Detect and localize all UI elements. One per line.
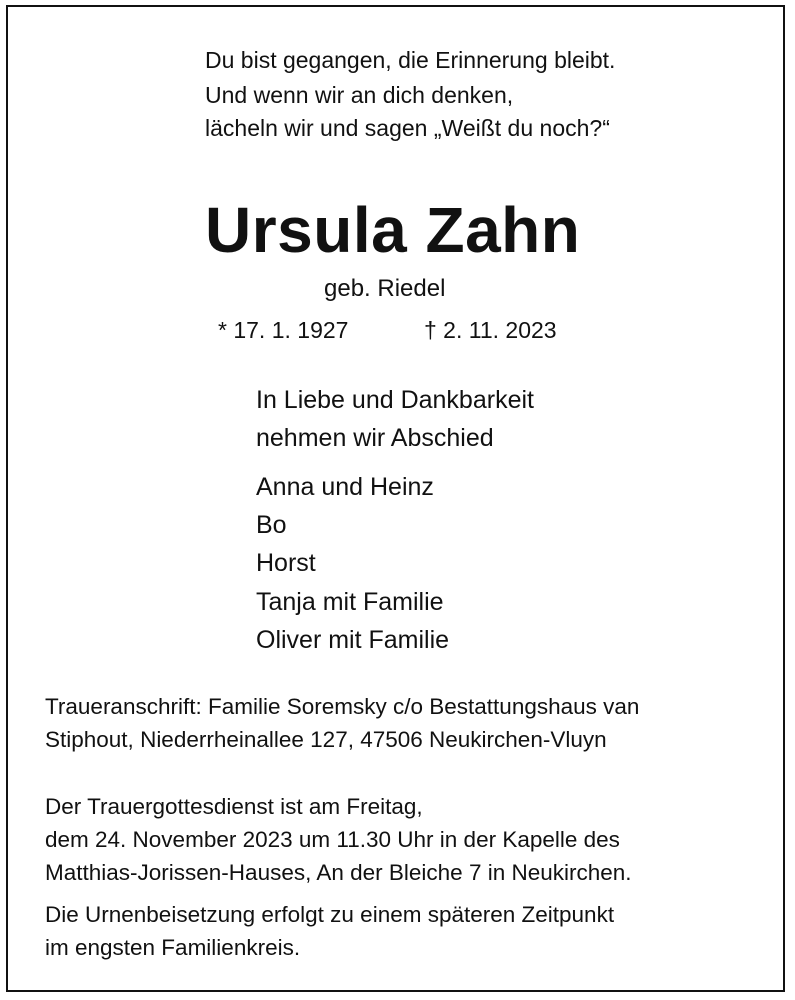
- burial-line-1: Die Urnenbeisetzung erfolgt zu einem späteren Zeitpunkt: [45, 902, 615, 927]
- service-line-2: dem 24. November 2023 um 11.30 Uhr in der Kapelle des: [45, 827, 620, 852]
- birth-name: geb. Riedel: [324, 275, 446, 302]
- deceased-name: Ursula Zahn: [205, 194, 581, 266]
- death-date: † 2. 11. 2023: [424, 317, 557, 343]
- verse-line-2: Und wenn wir an dich denken,: [205, 82, 514, 108]
- service-line-3: Matthias-Jorissen-Hauses, An der Bleiche 7 in Neukirchen.: [45, 860, 632, 885]
- farewell-line-1: In Liebe und Dankbarkeit: [256, 386, 534, 414]
- birth-date: * 17. 1. 1927: [218, 317, 349, 343]
- mourner-5: Oliver mit Familie: [256, 626, 450, 654]
- farewell-line-2: nehmen wir Abschied: [256, 424, 494, 452]
- burial-line-2: im engsten Familienkreis.: [45, 935, 301, 960]
- verse-line-3: lächeln wir und sagen „Weißt du noch?“: [205, 115, 610, 141]
- mourner-4: Tanja mit Familie: [256, 588, 444, 616]
- mourner-3: Horst: [256, 549, 316, 577]
- address-line-2: Stiphout, Niederrheinallee 127, 47506 Neukirchen-Vluyn: [45, 727, 607, 752]
- mourner-1: Anna und Heinz: [256, 473, 434, 501]
- verse-line-1: Du bist gegangen, die Erinnerung bleibt.: [205, 47, 616, 73]
- mourner-2: Bo: [256, 511, 287, 539]
- address-line-1: Traueranschrift: Familie Soremsky c/o Bestattungshaus van: [45, 694, 640, 719]
- service-line-1: Der Trauergottesdienst ist am Freitag,: [45, 794, 423, 819]
